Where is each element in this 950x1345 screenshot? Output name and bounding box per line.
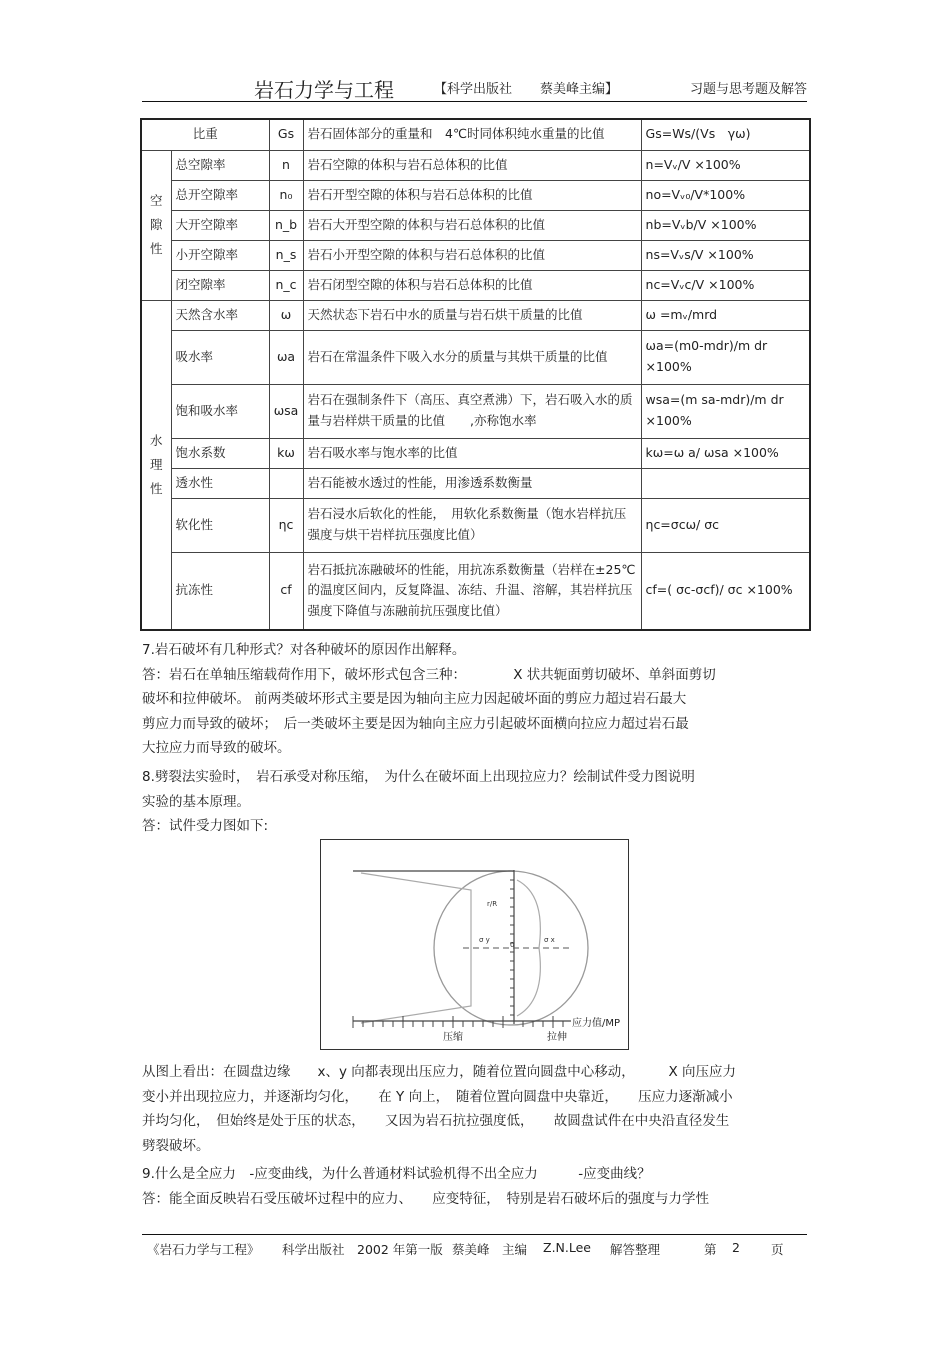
property-name: 抗冻性 — [171, 552, 269, 630]
property-name: 闭空隙率 — [171, 270, 269, 300]
property-name: 透水性 — [171, 468, 269, 498]
property-symbol: Gs — [269, 119, 303, 150]
property-name: 总空隙率 — [171, 150, 269, 180]
answer-7-line: 剪应力而导致的破坏； 后一类破坏主要是因为轴向主应力引起破坏面横向拉应力超过岩石最 — [142, 715, 689, 732]
stress-diagram — [321, 840, 628, 1049]
header-publisher: 【科学出版社 — [434, 82, 513, 97]
question-8: 8.劈裂法实验时， 岩石承受对称压缩， 为什么在破坏面上出现拉应力？绘制试件受力图说明 — [142, 769, 695, 785]
table-row — [141, 384, 810, 438]
answer-7-line: 大拉应力而导致的破坏。 — [142, 740, 291, 756]
property-formula: kω=ω a/ ωsa ×100% — [641, 438, 810, 468]
footer-compiler: Z.N.Lee — [543, 1240, 591, 1255]
property-definition: 岩石在常温条件下吸入水分的质量与其烘干质量的比值 — [303, 330, 641, 384]
table-row — [141, 119, 810, 150]
property-name: 小开空隙率 — [171, 240, 269, 270]
header-subtitle: 习题与思考题及解答 — [689, 82, 807, 97]
footer-page-suffix: 页 — [771, 1242, 784, 1257]
property-name: 饱和吸水率 — [171, 384, 269, 438]
property-formula: Gs=Ws/(Vs γω) — [641, 119, 810, 150]
property-formula: cf=( σc-σcf)/ σc ×100% — [641, 552, 810, 630]
property-definition: 岩石能被水透过的性能，用渗透系数衡量 — [303, 468, 641, 498]
property-symbol: ωa — [269, 330, 303, 384]
tension-label: 拉伸 — [547, 1032, 567, 1043]
property-formula: wsa=(m sa-mdr)/m dr ×100% — [641, 384, 810, 438]
answer-8-intro: 答：试件受力图如下: — [142, 818, 269, 834]
property-definition: 岩石吸水率与饱水率的比值 — [303, 438, 641, 468]
header-divider — [142, 101, 807, 102]
property-symbol: kω — [269, 438, 303, 468]
table-row — [141, 438, 810, 468]
property-symbol — [269, 468, 303, 498]
table-row — [141, 552, 810, 630]
property-formula: ω =mᵥ/mrd — [641, 300, 810, 330]
answer-7-line: 破坏和拉伸破坏。 前两类破坏形式主要是因为轴向主应力因起破坏面的剪应力超过岩石最大 — [142, 691, 687, 707]
table-row — [141, 270, 810, 300]
footer-book: 《岩石力学与工程》 — [147, 1242, 260, 1257]
property-symbol: n — [269, 150, 303, 180]
compression-label: 压缩 — [443, 1032, 463, 1043]
footer-author: 蔡美峰 主编 — [452, 1242, 528, 1257]
property-definition: 岩石抵抗冻融破坏的性能，用抗冻系数衡量（岩样在±25℃的温度区间内，反复降温、冻结、升温、溶解，其岩样抗压强度下降值与冻融前抗压强度比值） — [303, 552, 641, 630]
question-9: 9.什么是全应力 -应变曲线，为什么普通材料试验机得不出全应力 -应变曲线？ — [142, 1166, 651, 1182]
footer-page-number: 2 — [732, 1240, 740, 1255]
origin-label: 0 — [510, 941, 515, 949]
property-definition: 天然状态下岩石中水的质量与岩石烘干质量的比值 — [303, 300, 641, 330]
explanation-line: 从图上看出：在圆盘边缘 x、y 向都表现出压应力，随着位置向圆盘中心移动， X 向压应力 — [142, 1064, 737, 1080]
water-group-label: 水 理 性 — [141, 300, 171, 630]
explanation-line: 劈裂破坏。 — [142, 1137, 210, 1154]
question-9-block — [142, 1162, 807, 1211]
table-row — [141, 180, 810, 210]
footer-divider — [142, 1234, 807, 1235]
property-symbol: n_b — [269, 210, 303, 240]
footer-edition: 2002 年第一版 — [357, 1242, 443, 1257]
page-header — [142, 74, 807, 102]
property-definition: 岩石小开型空隙的体积与岩石总体积的比值 — [303, 240, 641, 270]
table-row — [141, 240, 810, 270]
property-definition: 岩石在强制条件下（高压、真空煮沸）下，岩石吸入水的质量与岩样烘干质量的比值 ,亦称饱水率 — [303, 384, 641, 438]
figure-explanation — [142, 1060, 807, 1158]
header-editor: 蔡美峰主编】 — [540, 82, 619, 97]
property-symbol: n_c — [269, 270, 303, 300]
question-7-block — [142, 638, 807, 761]
property-definition: 岩石大开型空隙的体积与岩石总体积的比值 — [303, 210, 641, 240]
property-formula: nc=Vᵥc/V ×100% — [641, 270, 810, 300]
table-row — [141, 330, 810, 384]
property-definition: 岩石空隙的体积与岩石总体积的比值 — [303, 150, 641, 180]
property-formula: nb=Vᵥb/V ×100% — [641, 210, 810, 240]
property-formula: no=Vᵥ₀/V*100% — [641, 180, 810, 210]
answer-7-line: 答：岩石在单轴压缩载荷作用下，破坏形式包含三种： X 状共轭面剪切破坏、单斜面剪切 — [142, 666, 716, 683]
property-name: 总开空隙率 — [171, 180, 269, 210]
property-name: 软化性 — [171, 498, 269, 552]
footer-page-prefix: 第 — [704, 1242, 717, 1257]
property-symbol: ωsa — [269, 384, 303, 438]
footer-publisher: 科学出版社 — [282, 1242, 345, 1257]
property-symbol: ω — [269, 300, 303, 330]
property-formula: ωa=(m0-mdr)/m dr ×100% — [641, 330, 810, 384]
explanation-line: 变小并出现拉应力，并逐渐均匀化， 在 Y 向上， 随着位置向圆盘中央靠近， 压应力逐渐减小 — [142, 1088, 733, 1105]
axis-label-r: r/R — [487, 900, 498, 908]
property-name: 大开空隙率 — [171, 210, 269, 240]
table-row — [141, 498, 810, 552]
question-8-cont: 实验的基本原理。 — [142, 793, 250, 810]
rock-properties-table — [140, 118, 811, 631]
property-formula: ηc=σcω/ σc — [641, 498, 810, 552]
property-formula: ns=Vᵥs/V ×100% — [641, 240, 810, 270]
table-row — [141, 150, 810, 180]
stress-value-label: 应力值/MP — [572, 1018, 621, 1029]
property-name: 比重 — [141, 119, 269, 150]
property-symbol: ηc — [269, 498, 303, 552]
question-7: 7.岩石破坏有几种形式？对各种破坏的原因作出解释。 — [142, 642, 466, 658]
property-symbol: cf — [269, 552, 303, 630]
property-formula — [641, 468, 810, 498]
question-8-block — [142, 765, 807, 839]
header-title: 岩石力学与工程 — [254, 78, 394, 102]
property-formula: n=Vᵥ/V ×100% — [641, 150, 810, 180]
table-row — [141, 210, 810, 240]
footer-note: 解答整理 — [610, 1242, 661, 1257]
label-sigma-x: σ x — [544, 936, 555, 944]
table-row — [141, 300, 810, 330]
property-definition: 岩石闭型空隙的体积与岩石总体积的比值 — [303, 270, 641, 300]
property-definition: 岩石开型空隙的体积与岩石总体积的比值 — [303, 180, 641, 210]
answer-9-line: 答：能全面反映岩石受压破坏过程中的应力、 应变特征， 特别是岩石破坏后的强度与力学性 — [142, 1190, 709, 1207]
property-definition: 岩石浸水后软化的性能， 用软化系数衡量（饱水岩样抗压强度与烘干岩样抗压强度比值） — [303, 498, 641, 552]
property-symbol: n₀ — [269, 180, 303, 210]
property-name: 饱水系数 — [171, 438, 269, 468]
label-sigma-y: σ y — [479, 936, 490, 944]
stress-distribution-figure — [320, 839, 629, 1050]
explanation-line: 并均匀化， 但始终是处于压的状态， 又因为岩石抗拉强度低， 故圆盘试件在中央沿直径发生 — [142, 1113, 730, 1129]
property-name: 吸水率 — [171, 330, 269, 384]
property-name: 天然含水率 — [171, 300, 269, 330]
property-definition: 岩石固体部分的重量和 4℃时同体积纯水重量的比值 — [303, 119, 641, 150]
property-symbol: n_s — [269, 240, 303, 270]
porosity-group-label: 空 隙 性 — [141, 150, 171, 300]
table-row — [141, 468, 810, 498]
